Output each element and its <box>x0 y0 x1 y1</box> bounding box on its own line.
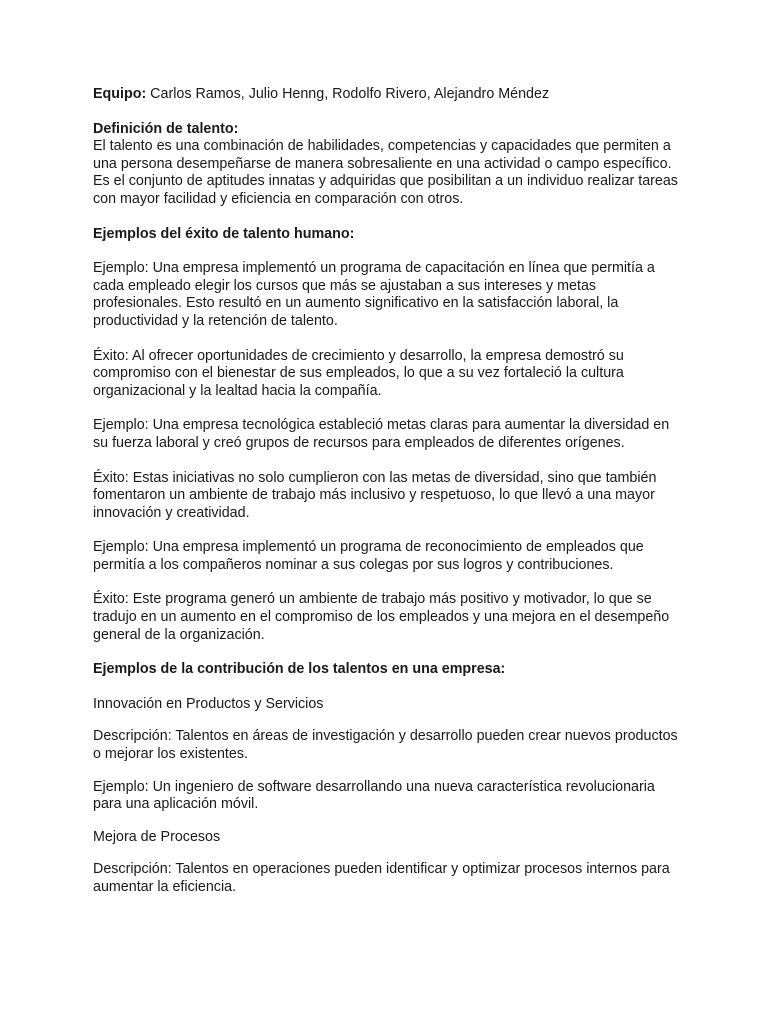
contribution-paragraph: Mejora de Procesos <box>93 828 221 845</box>
team-label: Equipo: <box>93 86 147 102</box>
document-content <box>93 86 681 897</box>
team-members: Carlos Ramos, Julio Henng, Rodolfo Rivero, Alejandro Méndez <box>146 86 550 102</box>
contribution-paragraph: Ejemplo: Un ingeniero de software desarrollando una nueva característica revolucionaria para una aplicación móvil. <box>93 778 655 813</box>
contribution-paragraph: Descripción: Talentos en áreas de investigación y desarrollo pueden crear nuevos productos o mejorar los existentes. <box>93 728 678 763</box>
definition-heading: Definición de talento: <box>93 120 239 137</box>
success-paragraph: Ejemplo: Una empresa tecnológica estableció metas claras para aumentar la diversidad en su fuerza laboral y creó grupos de recursos para empleados de diferentes orígenes. <box>93 417 670 451</box>
success-paragraph: Ejemplo: Una empresa implementó un programa de capacitación en línea que permitía a cada empleado elegir los cursos que más se ajustaban a sus intereses y metas profesionales. Esto resultó en un aumento significativo en la satisfacción laboral, la productividad y la retención de talento. <box>93 260 655 329</box>
contribution-paragraph: Descripción: Talentos en operaciones pueden identificar y optimizar procesos internos para aumentar la eficiencia. <box>93 861 670 895</box>
contribution-paragraph: Innovación en Productos y Servicios <box>93 695 324 712</box>
success-paragraph: Ejemplo: Una empresa implementó un programa de reconocimiento de empleados que permitía a los compañeros nominar a sus colegas por sus logros y contribuciones. <box>93 539 644 573</box>
definition-text: El talento es una combinación de habilidades, competencias y capacidades que permiten a una persona desempeñarse de manera sobresaliente en una actividad o campo específico. Es el conjunto de aptitudes innatas y adquiridas que posibilitan a un individuo realizar tareas con mayor facilidad y eficiencia en comparación con otros. <box>93 138 678 207</box>
contribution-heading: Ejemplos de la contribución de los talentos en una empresa: <box>93 661 506 678</box>
success-paragraph: Éxito: Al ofrecer oportunidades de crecimiento y desarrollo, la empresa demostró su compromiso con el bienestar de sus empleados, lo que a su vez fortaleció la cultura organizacional y la lealtad hacia la compañía. <box>93 347 624 399</box>
success-paragraph: Éxito: Este programa generó un ambiente de trabajo más positivo y motivador, lo que se tradujo en un aumento en el compromiso de los empleados y una mejora en el desempeño general de la organización. <box>93 591 670 643</box>
team-line <box>93 86 681 104</box>
success-paragraph: Éxito: Estas iniciativas no solo cumplieron con las metas de diversidad, sino que también fomentaron un ambiente de trabajo más inclusivo y respetuoso, lo que llevó a una mayor innovación y creatividad. <box>93 469 657 521</box>
success-heading: Ejemplos del éxito de talento humano: <box>93 225 355 242</box>
